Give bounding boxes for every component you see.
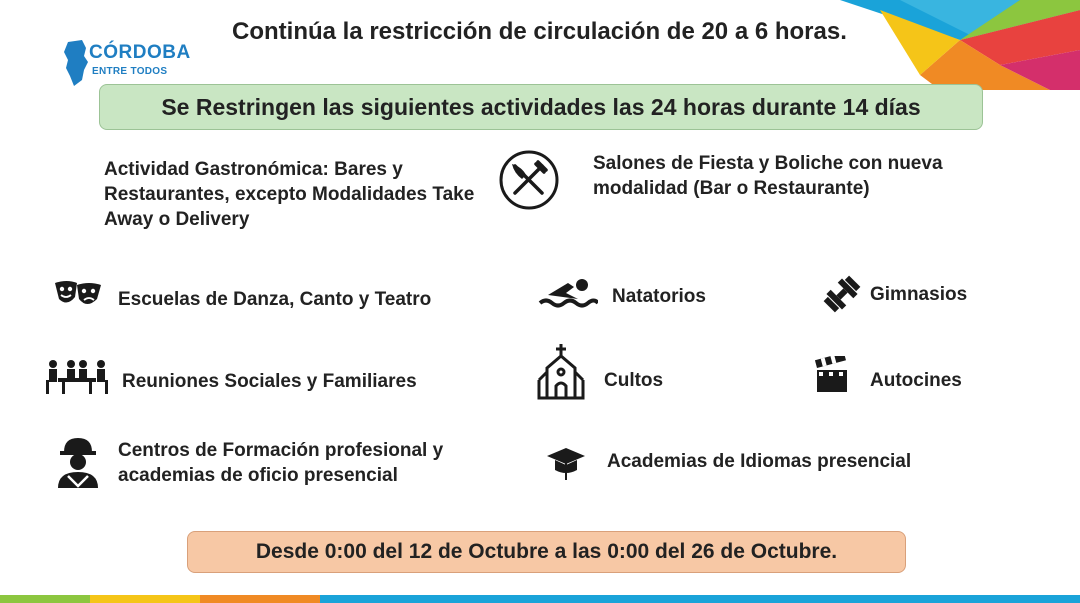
church-icon <box>537 342 585 400</box>
dumbbell-icon <box>820 272 864 316</box>
province-map-icon <box>62 40 90 86</box>
theater-masks-icon <box>53 279 103 309</box>
graduation-cap-icon <box>545 444 587 482</box>
corner-decoration <box>820 0 1080 90</box>
restriction-banner <box>99 84 983 130</box>
activity-autocines: Autocines <box>870 370 962 391</box>
activity-centros: Centros de Formación profesional y academias de oficio presencial <box>118 440 444 486</box>
clapperboard-icon <box>815 356 849 394</box>
logo-word: CÓRDOBA <box>89 42 191 63</box>
cordoba-logo <box>62 40 192 86</box>
bottom-color-strip <box>0 595 1080 603</box>
worker-helmet-icon <box>54 436 102 488</box>
date-range-text: Desde 0:00 del 12 de Octubre a las 0:00 del 26 de Octubre. <box>255 540 838 563</box>
activity-academias: Academias de Idiomas presencial <box>607 451 912 472</box>
fork-knife-icon <box>498 149 560 211</box>
logo-subtitle: ENTRE TODOS <box>92 66 168 77</box>
restriction-banner-text: Se Restringen las siguientes actividades las 24 horas durante 14 días <box>161 93 921 120</box>
activity-salones: Salones de Fiesta y Boliche con nueva modalidad (Bar o Restaurante) <box>593 153 943 199</box>
date-range-banner <box>187 531 906 573</box>
activity-natatorios: Natatorios <box>612 286 706 307</box>
activity-gastronomica: Actividad Gastronómica: Bares y Restaurantes, excepto Modalidades Take Away o Delivery <box>104 159 475 230</box>
page-title: Continúa la restricción de circulación de 20 a 6 horas. <box>232 18 847 45</box>
swimmer-icon <box>538 277 598 311</box>
activity-gimnasios: Gimnasios <box>870 284 968 305</box>
activity-reuniones: Reuniones Sociales y Familiares <box>122 371 417 392</box>
activity-escuelas: Escuelas de Danza, Canto y Teatro <box>118 289 432 310</box>
meeting-people-icon <box>44 358 110 396</box>
activity-cultos: Cultos <box>604 370 664 391</box>
